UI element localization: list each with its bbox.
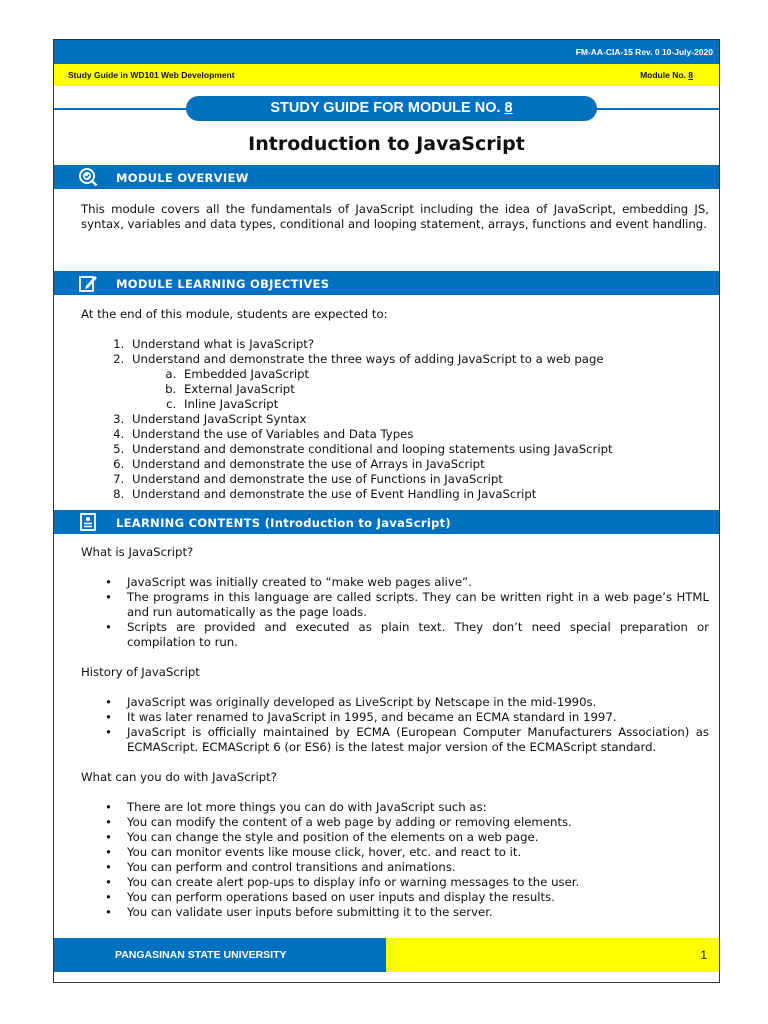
- bullet-item: • JavaScript was originally developed as LiveScript by Netscape in the mid-1990s.: [127, 695, 709, 710]
- page-number: 1: [700, 948, 707, 962]
- can-do-title: What can you do with JavaScript?: [81, 770, 277, 784]
- history-title: History of JavaScript: [81, 665, 200, 679]
- bullet-item: • JavaScript was initially created to “make web pages alive”.: [127, 575, 709, 590]
- objective-text: Understand and demonstrate the three ways of adding JavaScript to a web page: [132, 352, 604, 366]
- bullet-item: • JavaScript is officially maintained by ECMA (European Computer Manufacturers Association) as ECMAScript. ECMAScript 6 (or ES6) is the latest major version of the ECMAScript standard.: [127, 725, 709, 755]
- title-pill-number: 8: [504, 100, 513, 116]
- overview-body: This module covers all the fundamentals of JavaScript including the idea of JavaScript, embedding JS, syntax, variables and data types, conditional and looping statement, arrays, functions and event handling.: [81, 202, 709, 231]
- bullet-item: • You can perform operations based on user inputs and display the results.: [127, 890, 709, 905]
- bullet-item: • The programs in this language are called scripts. They can be written right in a web page’s HTML and run automatically as the page loads.: [127, 590, 709, 620]
- study-guide-label: Study Guide in WD101 Web Development: [68, 70, 235, 80]
- objectives-heading: MODULE LEARNING OBJECTIVES: [116, 277, 330, 291]
- document-page: [53, 39, 720, 983]
- learning-contents-header: [54, 510, 719, 534]
- bullet-item: • You can monitor events like mouse click, hover, etc. and react to it.: [127, 845, 709, 860]
- objective-item: 4. Understand the use of Variables and Data Types: [128, 427, 709, 442]
- objective-item: 6. Understand and demonstrate the use of Arrays in JavaScript: [128, 457, 709, 472]
- learning-contents-heading: LEARNING CONTENTS (Introduction to JavaScript): [116, 516, 451, 530]
- objective-item: 8. Understand and demonstrate the use of Event Handling in JavaScript: [128, 487, 709, 502]
- bullet-item: • You can create alert pop-ups to display info or warning messages to the user.: [127, 875, 709, 890]
- magnifier-icon: [78, 167, 98, 187]
- university-name: PANGASINAN STATE UNIVERSITY: [115, 949, 287, 961]
- bullet-item: • You can change the style and position of the elements on a web page.: [127, 830, 709, 845]
- can-do-list: [81, 800, 709, 920]
- edit-icon: [78, 273, 98, 293]
- objective-item: [128, 352, 709, 412]
- bullet-item: • You can validate user inputs before submitting it to the server.: [127, 905, 709, 920]
- module-label-text: Module No.: [640, 70, 689, 80]
- objective-sub-item: c. Inline JavaScript: [180, 397, 709, 412]
- objectives-intro: At the end of this module, students are expected to:: [81, 307, 388, 321]
- bullet-item: • There are lot more things you can do with JavaScript such as:: [127, 800, 709, 815]
- what-is-title: What is JavaScript?: [81, 545, 194, 559]
- objective-sub-list: [132, 367, 709, 412]
- objective-item: 3. Understand JavaScript Syntax: [128, 412, 709, 427]
- study-guide-title-pill: [186, 96, 597, 121]
- form-code: FM-AA-CIA-15 Rev. 0 10-July-2020: [575, 47, 713, 57]
- footer-university: [54, 938, 386, 972]
- history-list: [81, 695, 709, 755]
- objective-sub-item: b. External JavaScript: [180, 382, 709, 397]
- bullet-item: • You can perform and control transitions and animations.: [127, 860, 709, 875]
- objectives-list: [81, 337, 709, 502]
- module-overview-header: [54, 165, 719, 189]
- footer-page: [386, 938, 719, 972]
- document-icon: [78, 512, 98, 532]
- objective-sub-item: a. Embedded JavaScript: [180, 367, 709, 382]
- module-overview-heading: MODULE OVERVIEW: [116, 171, 249, 185]
- form-code-bar: [54, 40, 719, 64]
- objective-item: 1. Understand what is JavaScript?: [128, 337, 709, 352]
- bullet-item: • It was later renamed to JavaScript in 1995, and became an ECMA standard in 1997.: [127, 710, 709, 725]
- objectives-header: [54, 271, 719, 295]
- learning-contents-body: [81, 545, 709, 920]
- objectives-block: [81, 307, 709, 502]
- bullet-item: • Scripts are provided and executed as plain text. They don’t need special preparation or compilation to run.: [127, 620, 709, 650]
- module-number: 8: [688, 70, 693, 80]
- objective-item: 7. Understand and demonstrate the use of Functions in JavaScript: [128, 472, 709, 487]
- overview-text: [81, 202, 709, 232]
- page-title: Introduction to JavaScript: [248, 133, 525, 155]
- title-pill-text: STUDY GUIDE FOR MODULE NO.: [270, 100, 505, 116]
- what-is-list: [81, 575, 709, 650]
- module-number-label: [640, 70, 693, 80]
- objective-item: 5. Understand and demonstrate conditional and looping statements using JavaScript: [128, 442, 709, 457]
- study-guide-bar: [54, 64, 719, 86]
- bullet-item: • You can modify the content of a web page by adding or removing elements.: [127, 815, 709, 830]
